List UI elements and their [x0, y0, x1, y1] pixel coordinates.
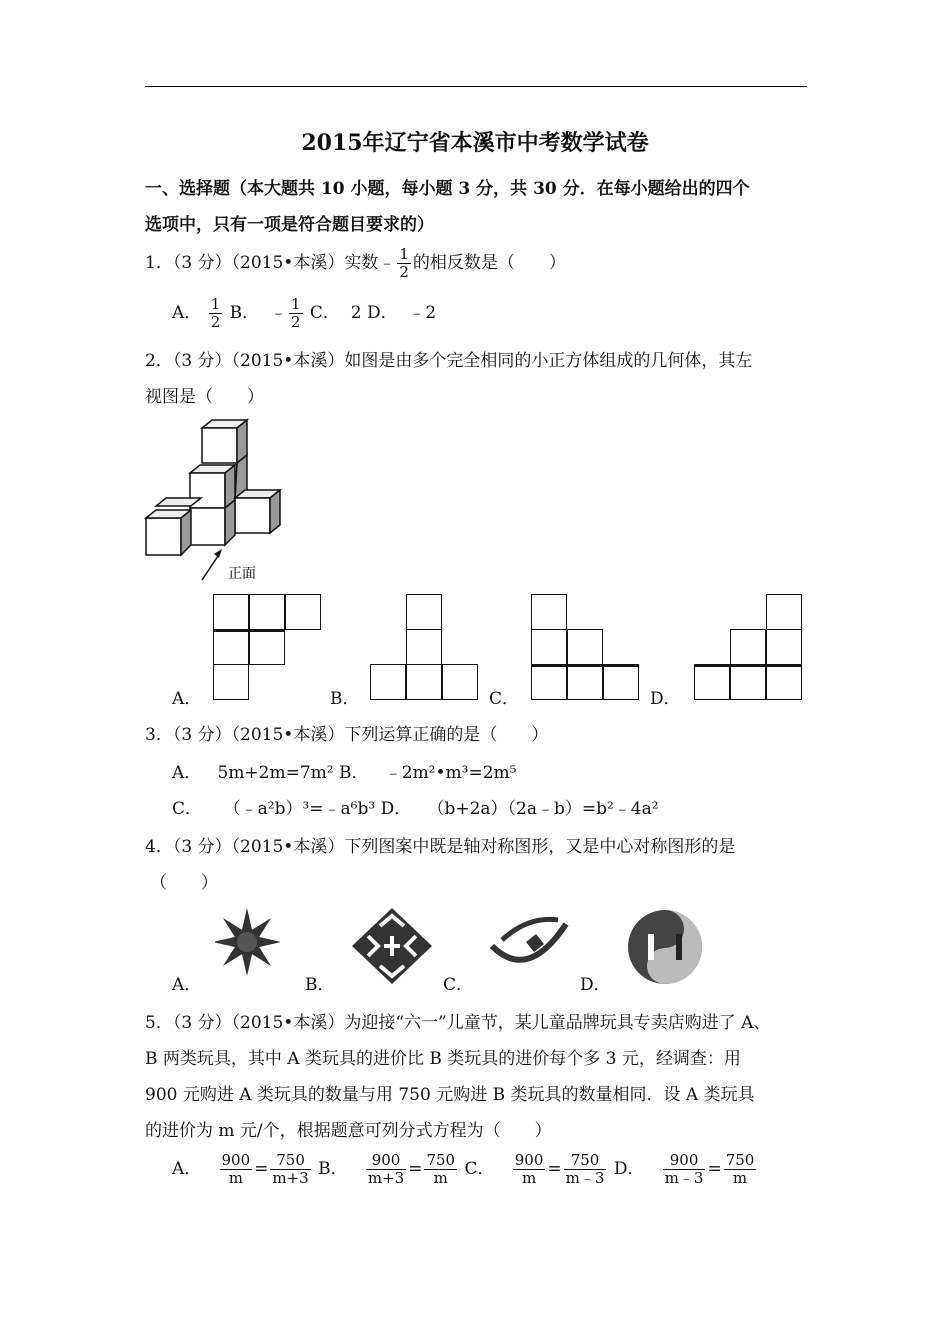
question-3-options-row2: C． （﹣a²b）³=﹣a⁶b³ D． （b+2a）（2a﹣b）=b²﹣4a²: [172, 799, 659, 819]
q4-option-b-figure: [350, 906, 434, 986]
q4-option-a-figure: [215, 906, 280, 978]
question-5-stem-line3: 900 元购进 A 类玩具的数量与用 750 元购进 B 类玩具的数量相同．设 A 类玩具: [145, 1085, 755, 1105]
q5-a-right: $\frac{750}{m+3}$: [272, 1151, 309, 1187]
question-4-stem-line1: 4．（3 分）（2015•本溪）下列图案中既是轴对称图形，又是中心对称图形的是: [145, 837, 736, 857]
option-c-value: 2: [350, 303, 362, 323]
section-heading-line2: 选项中，只有一项是符合题目要求的）: [145, 215, 434, 235]
q2-option-a-label: A．: [172, 689, 202, 709]
q5-c-right: $\frac{750}{m﹣3}$: [565, 1151, 605, 1187]
cube-solid-figure: [140, 418, 290, 583]
q3-option-a: 5m+2m=7m²: [217, 763, 334, 783]
fraction: $\frac{1}{2}$: [399, 245, 409, 281]
q2-option-c-label: C．: [489, 689, 520, 709]
header-rule: [145, 86, 807, 87]
q5-d-left: $\frac{900}{m﹣3}$: [664, 1151, 704, 1187]
page-title: 2015年辽宁省本溪市中考数学试卷: [301, 130, 649, 156]
option-b-label: B．: [229, 303, 260, 323]
option-a-label: A．: [172, 303, 202, 323]
question-1-stem: 1．（3 分）（2015•本溪）实数﹣ $\frac{1}{2}$ 的相反数是（ ）: [145, 245, 566, 281]
question-1-options: A． $\frac{1}{2}$ B． ﹣ $\frac{1}{2}$ C． 2 D． ﹣2: [172, 295, 437, 331]
q5-c-left: $\frac{900}{m}$: [514, 1151, 544, 1187]
option-b-value: $\frac{1}{2}$: [290, 295, 301, 331]
question-5-options: A． $\frac{900}{m}$ = $\frac{750}{m+3}$ B． $\frac{900}{m+3}$ = $\frac{750}{m}$ C． $\frac{900}{m}$ = $\frac{750}{m﹣3}$ D． $\frac{900}{m﹣3}$ = $\frac{750}{m}$: [172, 1151, 755, 1187]
q3-option-c: （﹣a²b）³=﹣a⁶b³: [223, 799, 376, 819]
option-d-label: D．: [366, 303, 398, 323]
q2-option-d-label: D．: [650, 689, 681, 709]
question-5-stem-line2: B 两类玩具，其中 A 类玩具的进价比 B 类玩具的进价每个多 3 元，经调查：用: [145, 1049, 741, 1069]
question-4-stem-line2: （ ）: [150, 873, 218, 893]
q4-option-a-label: A．: [172, 975, 202, 995]
question-2-stem-line2: 视图是（ ）: [145, 387, 264, 407]
question-3-stem: 3．（3 分）（2015•本溪）下列运算正确的是（ ）: [145, 725, 549, 745]
q2-option-b-label: B．: [330, 689, 360, 709]
option-c-label: C．: [309, 303, 340, 323]
section-heading-line1: 一、选择题（本大题共 10 小题，每小题 3 分，共 30 分．在每小题给出的四个: [145, 179, 750, 199]
question-5-stem-line4: 的进价为 m 元/个，根据题意可列分式方程为（ ）: [145, 1121, 552, 1141]
question-3-options-row1: A． 5m+2m=7m² B． ﹣2m²•m³=2m⁵: [172, 763, 517, 783]
q4-option-b-label: B．: [305, 975, 335, 995]
question-2-stem-line1: 2．（3 分）（2015•本溪）如图是由多个完全相同的小正方体组成的几何体，其左: [145, 351, 753, 371]
q3-option-d: （b+2a）（2a﹣b）=b²﹣4a²: [427, 799, 659, 819]
q5-b-left: $\frac{900}{m+3}$: [367, 1151, 405, 1187]
option-d-value: ﹣2: [408, 303, 437, 323]
q3-option-b: ﹣2m²•m³=2m⁵: [384, 763, 517, 783]
q4-option-c-label: C．: [443, 975, 474, 995]
option-a-value: $\frac{1}{2}$: [210, 295, 221, 331]
q5-d-right: $\frac{750}{m}$: [725, 1151, 755, 1187]
q4-option-c-figure: [488, 912, 570, 974]
q5-b-right: $\frac{750}{m}$: [426, 1151, 456, 1187]
q5-a-left: $\frac{900}{m}$: [221, 1151, 251, 1187]
front-label: 正面: [228, 566, 256, 582]
question-5-stem-line1: 5．（3 分）（2015•本溪）为迎接“六一”儿童节，某儿童品牌玩具专卖店购进了 A、: [145, 1013, 771, 1033]
q4-option-d-label: D．: [580, 975, 611, 995]
q4-option-d-figure: [626, 908, 704, 986]
